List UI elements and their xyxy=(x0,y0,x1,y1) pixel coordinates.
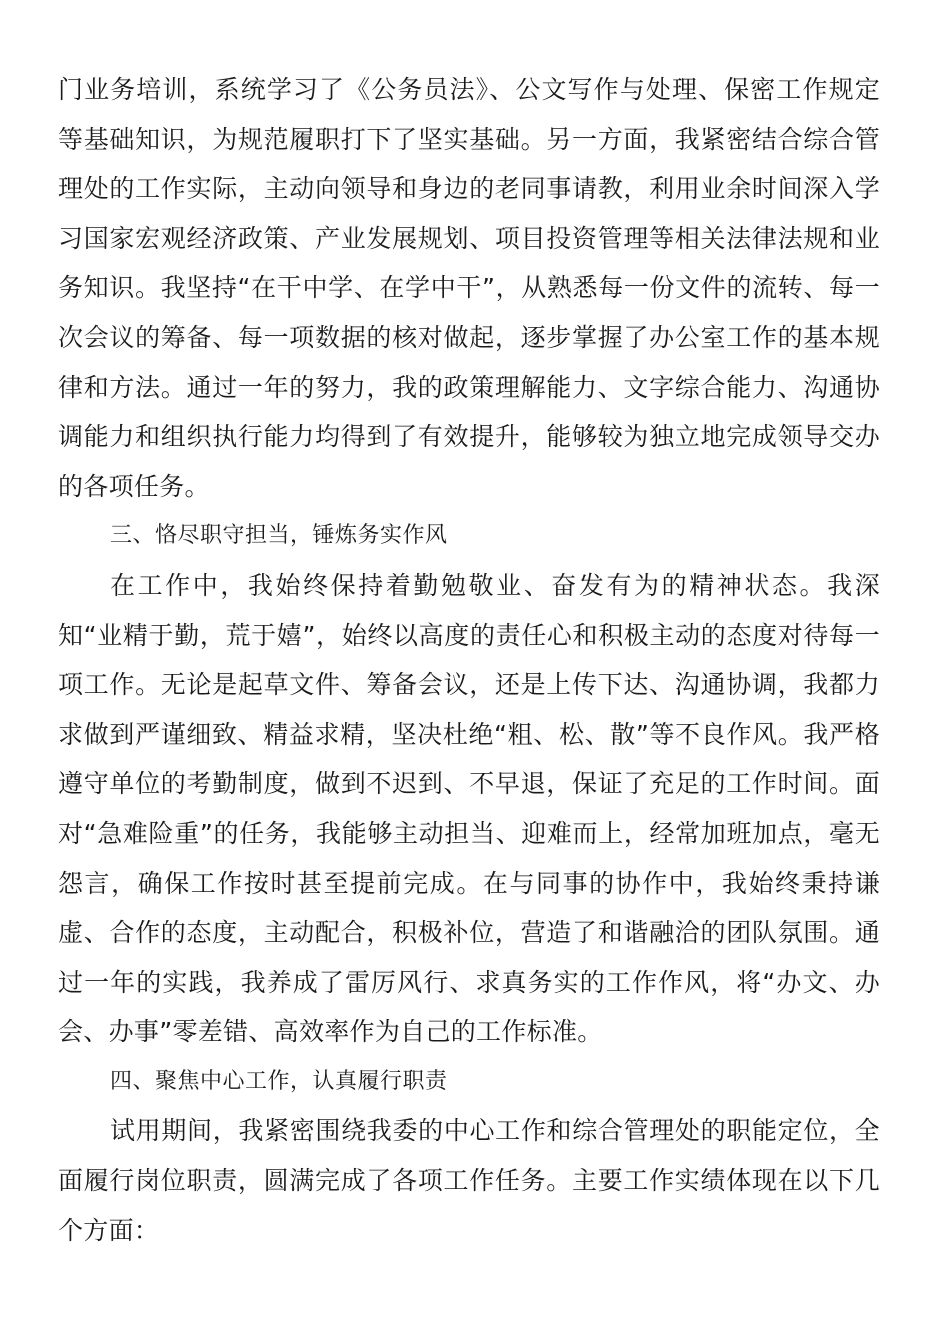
document-body xyxy=(58,65,880,1255)
paragraph-learning-continued: 门业务培训，系统学习了《公务员法》、公文写作与处理、保密工作规定等基础知识，为规范履职打下了坚实基础。另一方面，我紧密结合综合管理处的工作实际，主动向领导和身边的老同事请教，利用业余时间深入学习国家宏观经济政策、产业发展规划、项目投资管理等相关法律法规和业务知识。我坚持“在干中学、在学中干”，从熟悉每一份文件的流转、每一次会议的筹备、每一项数据的核对做起，逐步掌握了办公室工作的基本规律和方法。通过一年的努力，我的政策理解能力、文字综合能力、沟通协调能力和组织执行能力均得到了有效提升，能够较为独立地完成领导交办的各项任务。 xyxy=(58,75,880,501)
paragraph-work-style: 在工作中，我始终保持着勤勉敬业、奋发有为的精神状态。我深知“业精于勤，荒于嬉”，始终以高度的责任心和积极主动的态度对待每一项工作。无论是起草文件、筹备会议，还是上传下达、沟通协调，我都力求做到严谨细致、精益求精，坚决杜绝“粗、松、散”等不良作风。我严格遵守单位的考勤制度，做到不迟到、不早退，保证了充足的工作时间。面对“急难险重”的任务，我能够主动担当、迎难而上，经常加班加点，毫无怨言，确保工作按时甚至提前完成。在与同事的协作中，我始终秉持谦虚、合作的态度，主动配合，积极补位，营造了和谐融洽的团队氛围。通过一年的实践，我养成了雷厉风行、求真务实的工作作风，将“办文、办会、办事”零差错、高效率作为自己的工作标准。 xyxy=(58,570,880,1047)
section-heading-4: 四、聚焦中心工作，认真履行职责 xyxy=(110,1068,448,1094)
section-heading-3: 三、恪尽职守担当，锤炼务实作风 xyxy=(110,523,448,549)
paragraph-duties-intro: 试用期间，我紧密围绕我委的中心工作和综合管理处的职能定位，全面履行岗位职责，圆满完成了各项工作任务。主要工作实绩体现在以下几个方面： xyxy=(58,1116,880,1245)
